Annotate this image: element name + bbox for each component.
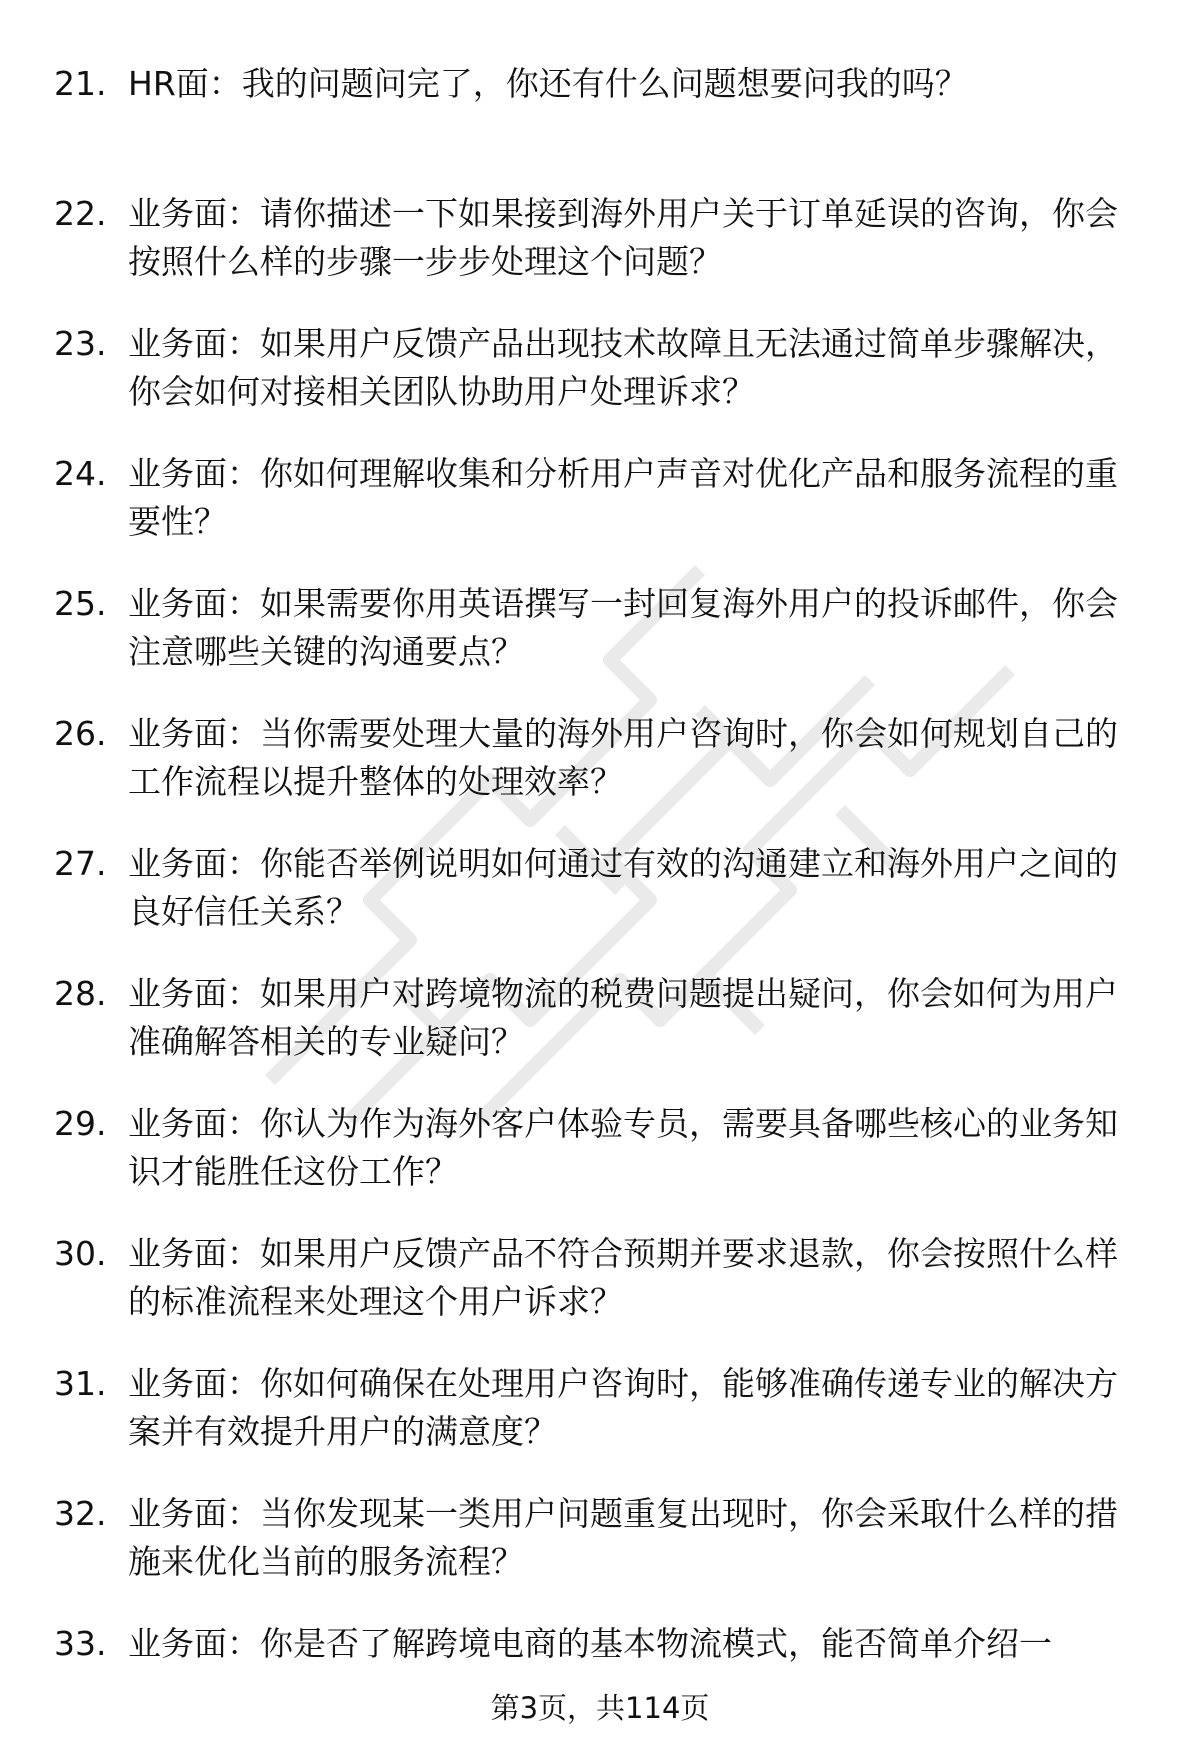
question-text: 业务面：如果需要你用英语撰写一封回复海外用户的投诉邮件，你会注意哪些关键的沟通要点？ (128, 584, 1118, 671)
list-item (0, 702, 1200, 832)
question-number: 22. (54, 194, 107, 233)
question-text: HR面：我的问题问完了，你还有什么问题想要问我的吗？ (128, 64, 968, 103)
question-text: 业务面：如果用户对跨境物流的税费问题提出疑问，你会如何为用户准确解答相关的专业疑问？ (128, 974, 1118, 1061)
question-number: 24. (54, 454, 107, 493)
list-item (0, 572, 1200, 702)
list-item (0, 1222, 1200, 1352)
question-number: 23. (54, 324, 107, 363)
list-item (0, 962, 1200, 1092)
question-text: 业务面：你如何理解收集和分析用户声音对优化产品和服务流程的重要性？ (128, 454, 1118, 541)
list-item (0, 832, 1200, 962)
question-number: 21. (54, 64, 107, 103)
list-item (0, 1352, 1200, 1482)
question-number: 30. (54, 1234, 107, 1273)
question-number: 29. (54, 1104, 107, 1143)
question-number: 28. (54, 974, 107, 1013)
list-item (0, 1482, 1200, 1612)
list-item (0, 1092, 1200, 1222)
question-list (0, 52, 1200, 1742)
question-text: 业务面：当你需要处理大量的海外用户咨询时，你会如何规划自己的工作流程以提升整体的处理效率？ (128, 714, 1118, 801)
question-text: 业务面：如果用户反馈产品出现技术故障且无法通过简单步骤解决，你会如何对接相关团队协助用户处理诉求？ (128, 324, 1118, 411)
question-number: 31. (54, 1364, 107, 1403)
list-item (0, 442, 1200, 572)
question-text: 业务面：如果用户反馈产品不符合预期并要求退款，你会按照什么样的标准流程来处理这个用户诉求？ (128, 1234, 1118, 1321)
question-number: 27. (54, 844, 107, 883)
list-item (0, 182, 1200, 312)
question-text: 业务面：你能否举例说明如何通过有效的沟通建立和海外用户之间的良好信任关系？ (128, 844, 1118, 931)
list-item (0, 312, 1200, 442)
question-number: 25. (54, 584, 107, 623)
list-item (0, 52, 1200, 182)
question-text: 业务面：你认为作为海外客户体验专员，需要具备哪些核心的业务知识才能胜任这份工作？ (128, 1104, 1118, 1191)
question-number: 33. (54, 1624, 107, 1663)
page-number-footer: 第3页，共114页 (490, 1691, 710, 1725)
question-text: 业务面：请你描述一下如果接到海外用户关于订单延误的咨询，你会按照什么样的步骤一步步处理这个问题？ (128, 194, 1118, 281)
question-text: 业务面：你如何确保在处理用户咨询时，能够准确传递专业的解决方案并有效提升用户的满意度？ (128, 1364, 1118, 1451)
question-number: 32. (54, 1494, 107, 1533)
question-text: 业务面：当你发现某一类用户问题重复出现时，你会采取什么样的措施来优化当前的服务流程？ (128, 1494, 1118, 1581)
question-number: 26. (54, 714, 107, 753)
question-text: 业务面：你是否了解跨境电商的基本物流模式，能否简单介绍一 (128, 1624, 1052, 1663)
